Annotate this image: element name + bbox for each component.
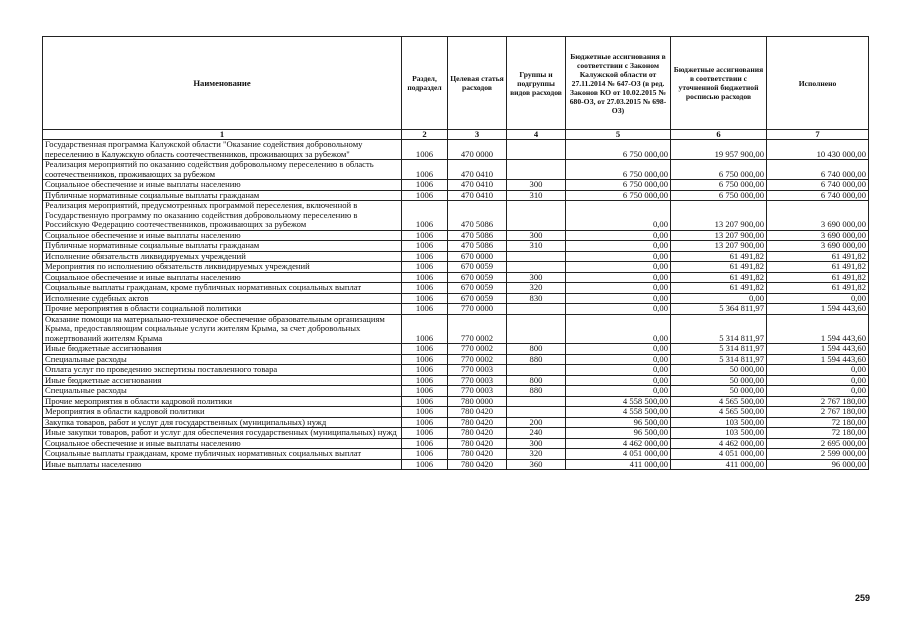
row-refined-amount-cell: 6 750 000,00	[671, 190, 767, 201]
row-target-article-cell: 470 0410	[448, 180, 507, 191]
row-refined-amount-cell: 61 491,82	[671, 283, 767, 294]
row-executed-amount-cell: 1 594 443,60	[767, 304, 869, 315]
row-target-article-cell: 780 0420	[448, 438, 507, 449]
row-refined-amount-cell: 4 051 000,00	[671, 449, 767, 460]
row-name-cell: Социальное обеспечение и иные выплаты населению	[43, 180, 402, 191]
row-approved-amount-cell: 4 558 500,00	[566, 396, 671, 407]
table-row	[43, 407, 869, 418]
row-executed-amount-cell: 3 690 000,00	[767, 201, 869, 231]
row-approved-amount-cell: 4 051 000,00	[566, 449, 671, 460]
row-name-cell: Социальное обеспечение и иные выплаты населению	[43, 272, 402, 283]
column-number: 5	[566, 130, 671, 140]
row-name-cell: Закупка товаров, работ и услуг для государственных (муниципальных) нужд	[43, 417, 402, 428]
row-target-article-cell: 780 0000	[448, 396, 507, 407]
header-expense-group: Группы и подгруппы видов расходов	[507, 37, 566, 130]
header-approved-allocations: Бюджетные ассигнования в соответствии с Законом Калужской области от 27.11.2014 № 647-ОЗ (в ред. Законов КО от 10.02.2015 № 680-ОЗ, от 27.03.2015 № 698-ОЗ)	[566, 37, 671, 130]
page-number: 259	[855, 593, 871, 603]
table-row	[43, 272, 869, 283]
row-approved-amount-cell: 411 000,00	[566, 459, 671, 470]
row-section-cell: 1006	[402, 449, 448, 460]
row-target-article-cell: 780 0420	[448, 459, 507, 470]
row-target-article-cell: 780 0420	[448, 449, 507, 460]
row-section-cell: 1006	[402, 262, 448, 273]
row-approved-amount-cell: 0,00	[566, 230, 671, 241]
header-executed: Исполнено	[767, 37, 869, 130]
row-approved-amount-cell: 0,00	[566, 365, 671, 376]
table-row	[43, 354, 869, 365]
row-name-cell: Государственная программа Калужской области "Оказание содействия добровольному переселению в Калужскую область соотечественников, проживающих за рубежом"	[43, 140, 402, 160]
table-row	[43, 417, 869, 428]
row-approved-amount-cell: 0,00	[566, 272, 671, 283]
row-executed-amount-cell: 6 740 000,00	[767, 190, 869, 201]
table-body	[43, 140, 869, 470]
table-row	[43, 304, 869, 315]
budget-execution-table	[42, 36, 869, 470]
table-row	[43, 438, 869, 449]
row-target-article-cell: 770 0003	[448, 365, 507, 376]
row-approved-amount-cell: 6 750 000,00	[566, 190, 671, 201]
row-section-cell: 1006	[402, 365, 448, 376]
table-row	[43, 201, 869, 231]
row-target-article-cell: 770 0002	[448, 314, 507, 344]
row-target-article-cell: 770 0003	[448, 375, 507, 386]
row-name-cell: Прочие мероприятия в области социальной политики	[43, 304, 402, 315]
row-approved-amount-cell: 0,00	[566, 201, 671, 231]
row-refined-amount-cell: 50 000,00	[671, 375, 767, 386]
table-row	[43, 314, 869, 344]
row-section-cell: 1006	[402, 293, 448, 304]
column-number: 4	[507, 130, 566, 140]
row-executed-amount-cell: 6 740 000,00	[767, 180, 869, 191]
row-executed-amount-cell: 61 491,82	[767, 251, 869, 262]
row-refined-amount-cell: 13 207 900,00	[671, 241, 767, 252]
table-row	[43, 396, 869, 407]
row-section-cell: 1006	[402, 180, 448, 191]
row-expense-group-cell	[507, 304, 566, 315]
row-approved-amount-cell: 0,00	[566, 344, 671, 355]
row-approved-amount-cell: 0,00	[566, 304, 671, 315]
row-section-cell: 1006	[402, 241, 448, 252]
row-refined-amount-cell: 6 750 000,00	[671, 180, 767, 191]
row-executed-amount-cell: 72 180,00	[767, 428, 869, 439]
row-name-cell: Социальное обеспечение и иные выплаты населению	[43, 438, 402, 449]
row-expense-group-cell: 310	[507, 190, 566, 201]
table-row	[43, 449, 869, 460]
row-executed-amount-cell: 1 594 443,60	[767, 344, 869, 355]
row-refined-amount-cell: 5 314 811,97	[671, 354, 767, 365]
row-section-cell: 1006	[402, 160, 448, 180]
row-executed-amount-cell: 1 594 443,60	[767, 354, 869, 365]
header-target-article: Целевая статья расходов	[448, 37, 507, 130]
row-section-cell: 1006	[402, 407, 448, 418]
row-expense-group-cell	[507, 314, 566, 344]
row-expense-group-cell	[507, 365, 566, 376]
column-number: 1	[43, 130, 402, 140]
column-number: 2	[402, 130, 448, 140]
row-section-cell: 1006	[402, 375, 448, 386]
row-refined-amount-cell: 5 314 811,97	[671, 314, 767, 344]
row-section-cell: 1006	[402, 396, 448, 407]
column-number: 6	[671, 130, 767, 140]
row-name-cell: Реализация мероприятий по оказанию содействия добровольному переселению в область соотечественников, проживающих за рубежом	[43, 160, 402, 180]
row-refined-amount-cell: 13 207 900,00	[671, 230, 767, 241]
header-refined-allocations: Бюджетные ассигнования в соответствии с уточненной бюджетной росписью расходов	[671, 37, 767, 130]
row-target-article-cell: 780 0420	[448, 407, 507, 418]
table-row	[43, 293, 869, 304]
row-name-cell: Социальное обеспечение и иные выплаты населению	[43, 230, 402, 241]
row-target-article-cell: 470 0410	[448, 160, 507, 180]
row-expense-group-cell: 880	[507, 386, 566, 397]
row-target-article-cell: 770 0002	[448, 354, 507, 365]
row-expense-group-cell: 300	[507, 180, 566, 191]
row-target-article-cell: 670 0059	[448, 262, 507, 273]
row-executed-amount-cell: 3 690 000,00	[767, 230, 869, 241]
row-section-cell: 1006	[402, 190, 448, 201]
row-expense-group-cell	[507, 201, 566, 231]
row-executed-amount-cell: 1 594 443,60	[767, 314, 869, 344]
row-refined-amount-cell: 61 491,82	[671, 251, 767, 262]
row-refined-amount-cell: 4 462 000,00	[671, 438, 767, 449]
row-expense-group-cell: 800	[507, 344, 566, 355]
row-approved-amount-cell: 0,00	[566, 386, 671, 397]
row-expense-group-cell: 320	[507, 283, 566, 294]
row-approved-amount-cell: 6 750 000,00	[566, 160, 671, 180]
row-approved-amount-cell: 0,00	[566, 251, 671, 262]
row-approved-amount-cell: 0,00	[566, 283, 671, 294]
row-target-article-cell: 670 0059	[448, 272, 507, 283]
table-row	[43, 283, 869, 294]
column-number: 3	[448, 130, 507, 140]
row-executed-amount-cell: 96 000,00	[767, 459, 869, 470]
row-target-article-cell: 770 0000	[448, 304, 507, 315]
row-refined-amount-cell: 5 364 811,97	[671, 304, 767, 315]
row-executed-amount-cell: 61 491,82	[767, 272, 869, 283]
row-target-article-cell: 780 0420	[448, 428, 507, 439]
row-approved-amount-cell: 0,00	[566, 354, 671, 365]
budget-report-sheet	[42, 36, 868, 470]
table-row	[43, 459, 869, 470]
row-expense-group-cell	[507, 160, 566, 180]
table-row	[43, 365, 869, 376]
row-approved-amount-cell: 4 558 500,00	[566, 407, 671, 418]
row-name-cell: Мероприятия в области кадровой политики	[43, 407, 402, 418]
row-expense-group-cell	[507, 140, 566, 160]
row-name-cell: Специальные расходы	[43, 386, 402, 397]
row-target-article-cell: 770 0003	[448, 386, 507, 397]
row-expense-group-cell	[507, 251, 566, 262]
row-expense-group-cell: 300	[507, 230, 566, 241]
row-name-cell: Мероприятия по исполнению обязательств ликвидируемых учреждений	[43, 262, 402, 273]
row-target-article-cell: 470 0000	[448, 140, 507, 160]
row-target-article-cell: 470 5086	[448, 201, 507, 231]
row-refined-amount-cell: 6 750 000,00	[671, 160, 767, 180]
table-row	[43, 428, 869, 439]
row-executed-amount-cell: 2 599 000,00	[767, 449, 869, 460]
table-row	[43, 140, 869, 160]
row-target-article-cell: 470 0410	[448, 190, 507, 201]
row-refined-amount-cell: 19 957 900,00	[671, 140, 767, 160]
row-expense-group-cell	[507, 407, 566, 418]
row-approved-amount-cell: 96 500,00	[566, 428, 671, 439]
row-section-cell: 1006	[402, 417, 448, 428]
row-name-cell: Иные бюджетные ассигнования	[43, 344, 402, 355]
row-executed-amount-cell: 6 740 000,00	[767, 160, 869, 180]
row-section-cell: 1006	[402, 201, 448, 231]
row-refined-amount-cell: 103 500,00	[671, 428, 767, 439]
row-expense-group-cell: 800	[507, 375, 566, 386]
row-section-cell: 1006	[402, 230, 448, 241]
row-executed-amount-cell: 72 180,00	[767, 417, 869, 428]
row-refined-amount-cell: 50 000,00	[671, 365, 767, 376]
row-name-cell: Оплата услуг по проведению экспертизы поставленного товара	[43, 365, 402, 376]
row-approved-amount-cell: 0,00	[566, 241, 671, 252]
row-approved-amount-cell: 0,00	[566, 293, 671, 304]
row-executed-amount-cell: 0,00	[767, 365, 869, 376]
row-name-cell: Оказание помощи на материально-техническое обеспечение образовательным организациям Крыма, предоставляющим социальные услуги жителям Крыма, за счет добровольных пожертвований жителям Крыма	[43, 314, 402, 344]
row-target-article-cell: 670 0059	[448, 283, 507, 294]
row-name-cell: Исполнение судебных актов	[43, 293, 402, 304]
column-number: 7	[767, 130, 869, 140]
row-section-cell: 1006	[402, 140, 448, 160]
row-executed-amount-cell: 2 767 180,00	[767, 396, 869, 407]
row-approved-amount-cell: 6 750 000,00	[566, 140, 671, 160]
row-approved-amount-cell: 0,00	[566, 314, 671, 344]
header-name: Наименование	[43, 37, 402, 130]
row-expense-group-cell: 320	[507, 449, 566, 460]
table-row	[43, 180, 869, 191]
row-target-article-cell: 670 0000	[448, 251, 507, 262]
row-expense-group-cell: 300	[507, 438, 566, 449]
row-refined-amount-cell: 61 491,82	[671, 272, 767, 283]
row-name-cell: Публичные нормативные социальные выплаты гражданам	[43, 241, 402, 252]
row-section-cell: 1006	[402, 459, 448, 470]
row-expense-group-cell: 200	[507, 417, 566, 428]
row-executed-amount-cell: 0,00	[767, 293, 869, 304]
table-row	[43, 386, 869, 397]
row-section-cell: 1006	[402, 251, 448, 262]
row-name-cell: Социальные выплаты гражданам, кроме публичных нормативных социальных выплат	[43, 283, 402, 294]
table-row	[43, 241, 869, 252]
row-name-cell: Социальные выплаты гражданам, кроме публичных нормативных социальных выплат	[43, 449, 402, 460]
row-name-cell: Исполнение обязательств ликвидируемых учреждений	[43, 251, 402, 262]
row-section-cell: 1006	[402, 344, 448, 355]
row-approved-amount-cell: 0,00	[566, 262, 671, 273]
row-target-article-cell: 670 0059	[448, 293, 507, 304]
row-refined-amount-cell: 4 565 500,00	[671, 396, 767, 407]
row-executed-amount-cell: 61 491,82	[767, 283, 869, 294]
header-section: Раздел, подраздел	[402, 37, 448, 130]
row-section-cell: 1006	[402, 272, 448, 283]
row-section-cell: 1006	[402, 304, 448, 315]
row-name-cell: Иные бюджетные ассигнования	[43, 375, 402, 386]
row-expense-group-cell: 240	[507, 428, 566, 439]
row-refined-amount-cell: 13 207 900,00	[671, 201, 767, 231]
table-row	[43, 230, 869, 241]
row-refined-amount-cell: 61 491,82	[671, 262, 767, 273]
row-approved-amount-cell: 4 462 000,00	[566, 438, 671, 449]
row-name-cell: Реализация мероприятий, предусмотренных программой переселения, включенной в Государственную программу по оказанию содействия добровольному переселению в Российскую Федерацию соотечественников, проживающих за рубежом	[43, 201, 402, 231]
row-expense-group-cell: 880	[507, 354, 566, 365]
row-executed-amount-cell: 2 695 000,00	[767, 438, 869, 449]
table-row	[43, 262, 869, 273]
row-name-cell: Специальные расходы	[43, 354, 402, 365]
column-number-row	[43, 130, 869, 140]
row-expense-group-cell: 360	[507, 459, 566, 470]
row-refined-amount-cell: 0,00	[671, 293, 767, 304]
row-executed-amount-cell: 10 430 000,00	[767, 140, 869, 160]
row-expense-group-cell: 300	[507, 272, 566, 283]
row-target-article-cell: 470 5086	[448, 230, 507, 241]
row-executed-amount-cell: 0,00	[767, 386, 869, 397]
header-row	[43, 37, 869, 130]
row-name-cell: Публичные нормативные социальные выплаты гражданам	[43, 190, 402, 201]
table-row	[43, 375, 869, 386]
row-target-article-cell: 770 0002	[448, 344, 507, 355]
row-expense-group-cell: 310	[507, 241, 566, 252]
row-refined-amount-cell: 103 500,00	[671, 417, 767, 428]
row-executed-amount-cell: 2 767 180,00	[767, 407, 869, 418]
row-executed-amount-cell: 61 491,82	[767, 262, 869, 273]
row-section-cell: 1006	[402, 314, 448, 344]
row-expense-group-cell: 830	[507, 293, 566, 304]
row-expense-group-cell	[507, 262, 566, 273]
row-refined-amount-cell: 50 000,00	[671, 386, 767, 397]
row-refined-amount-cell: 5 314 811,97	[671, 344, 767, 355]
row-section-cell: 1006	[402, 428, 448, 439]
row-executed-amount-cell: 0,00	[767, 375, 869, 386]
row-target-article-cell: 470 5086	[448, 241, 507, 252]
row-section-cell: 1006	[402, 438, 448, 449]
row-name-cell: Прочие мероприятия в области кадровой политики	[43, 396, 402, 407]
row-name-cell: Иные закупки товаров, работ и услуг для обеспечения государственных (муниципальных) нужд	[43, 428, 402, 439]
row-refined-amount-cell: 4 565 500,00	[671, 407, 767, 418]
row-expense-group-cell	[507, 396, 566, 407]
table-row	[43, 344, 869, 355]
row-approved-amount-cell: 96 500,00	[566, 417, 671, 428]
row-section-cell: 1006	[402, 386, 448, 397]
row-executed-amount-cell: 3 690 000,00	[767, 241, 869, 252]
table-row	[43, 190, 869, 201]
row-section-cell: 1006	[402, 283, 448, 294]
row-approved-amount-cell: 6 750 000,00	[566, 180, 671, 191]
row-approved-amount-cell: 0,00	[566, 375, 671, 386]
row-name-cell: Иные выплаты населению	[43, 459, 402, 470]
table-row	[43, 160, 869, 180]
row-section-cell: 1006	[402, 354, 448, 365]
row-target-article-cell: 780 0420	[448, 417, 507, 428]
row-refined-amount-cell: 411 000,00	[671, 459, 767, 470]
table-row	[43, 251, 869, 262]
